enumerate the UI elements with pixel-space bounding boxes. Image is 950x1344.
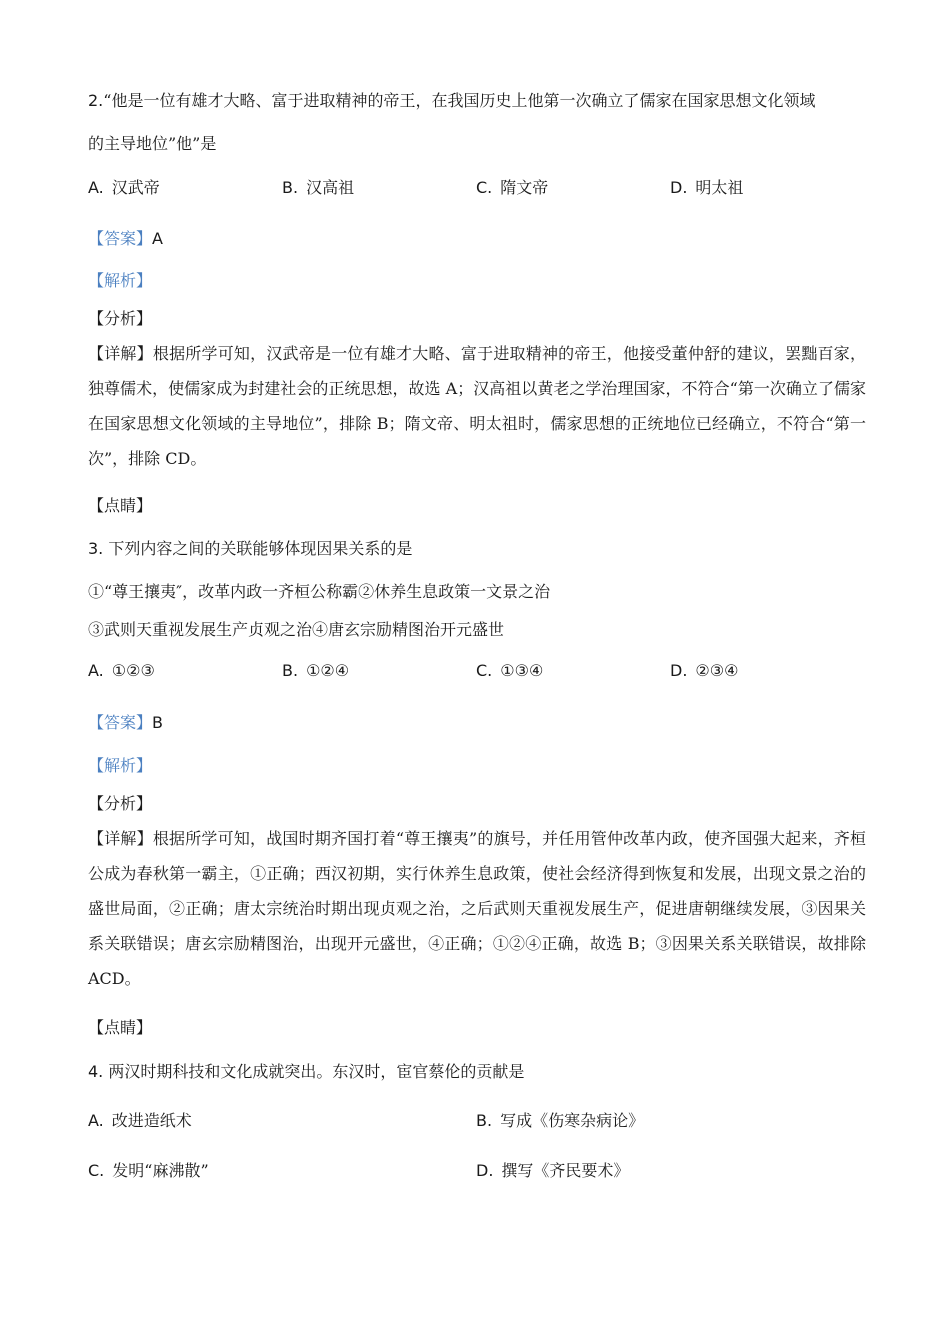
q3-answer: 【答案】B: [88, 713, 163, 732]
q4-stem: 4. 两汉时期科技和文化成就突出。东汉时，宦官蔡伦的贡献是: [88, 1062, 525, 1081]
q4-option-a: A. 改进造纸术: [88, 1111, 192, 1130]
q2-answer: 【答案】A: [88, 229, 163, 248]
q4-number: 4.: [88, 1062, 104, 1081]
q3-stem: 3. 下列内容之间的关联能够体现因果关系的是: [88, 539, 413, 558]
q4-option-c: C. 发明“麻沸散”: [88, 1161, 209, 1180]
q3-option-a: A. ①②③: [88, 661, 155, 680]
q3-option-c: C. ①③④: [476, 661, 544, 680]
q3-option-d: D. ②③④: [670, 661, 739, 680]
q2-option-c: C. 隋文帝: [476, 178, 549, 197]
q2-number: 2.: [88, 91, 104, 110]
q4-option-d: D. 撰写《齐民要术》: [476, 1161, 630, 1180]
q2-detail: 【详解】根据所学可知，汉武帝是一位有雄才大略、富于进取精神的帝王，他接受董仲舒的建议，罢黜百家，独尊儒术，使儒家成为封建社会的正统思想，故选 A；汉高祖以黄老之学治理国家，不符合“第一次确立了儒家在国家思想文化领域的主导地位”，排除 B；隋文帝、明太祖时，儒家思想的正统地位已经确立，不符合“第一次”，排除 CD。: [88, 344, 866, 468]
q2-stem-line2: 的主导地位”他”是: [88, 134, 217, 153]
q3-dianjing-label: 【点睛】: [88, 1018, 153, 1037]
q2-fenxi-label: 【分析】: [88, 309, 153, 328]
q3-fenxi-label: 【分析】: [88, 794, 153, 813]
q3-number: 3.: [88, 539, 104, 558]
q3-analysis-label: 【解析】: [88, 756, 153, 775]
q4-option-b: B. 写成《伤寒杂病论》: [476, 1111, 645, 1130]
q3-detail: 【详解】根据所学可知，战国时期齐国打着“尊王攘夷”的旗号，并任用管仲改革内政，使齐国强大起来，齐桓公成为春秋第一霸主，①正确；西汉初期，实行休养生息政策，使社会经济得到恢复和发展，出现文景之治的盛世局面，②正确；唐太宗统治时期出现贞观之治，之后武则天重视发展生产，促进唐朝继续发展，③因果关系关联错误；唐玄宗励精图治，出现开元盛世，④正确；①②④正确，故选 B；③因果关系关联错误，故排除 ACD。: [88, 829, 866, 988]
q3-items-line2: ③武则天重视发展生产贞观之治④唐玄宗励精图治开元盛世: [88, 620, 505, 639]
q2-option-a: A. 汉武帝: [88, 178, 160, 197]
q2-analysis-label: 【解析】: [88, 271, 153, 290]
q3-option-b: B. ①②④: [282, 661, 350, 680]
q2-stem-line1: [88, 88, 815, 111]
q2-option-d: D. 明太祖: [670, 178, 744, 197]
q3-items-line1: ①“尊王攘夷″，改革内政一齐桓公称霸②休养生息政策一文景之治: [88, 582, 551, 601]
q2-stem-text-1: “他是一位有雄才大略、富于进取精神的帝王，在我国历史上他第一次确立了儒家在国家思想文化领域: [103, 91, 816, 110]
q2-dianjing-label: 【点睛】: [88, 496, 153, 515]
q2-option-b: B. 汉高祖: [282, 178, 355, 197]
